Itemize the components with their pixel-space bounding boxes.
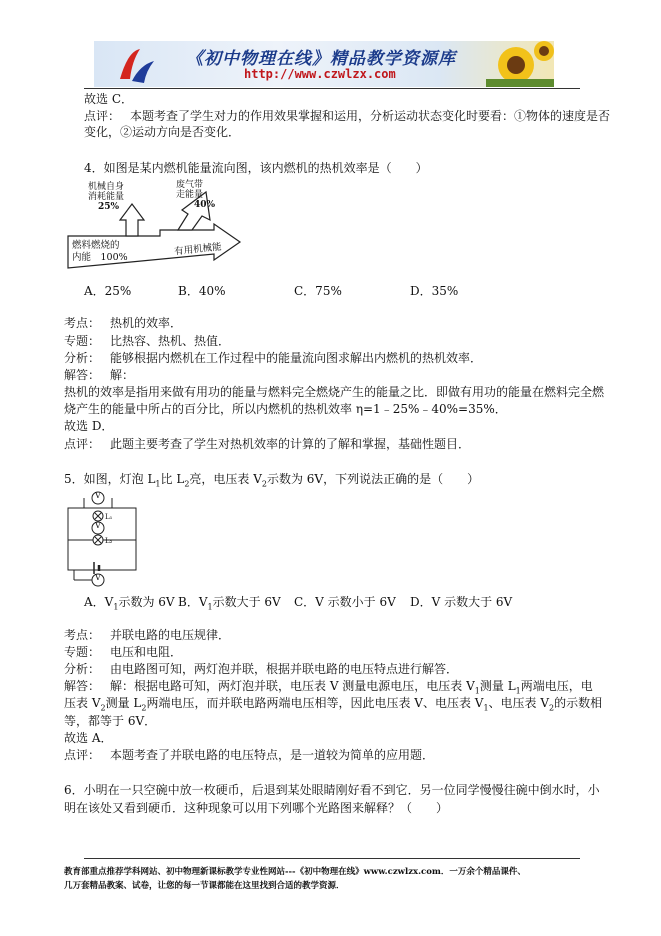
q5-answer: 故选 A． <box>64 731 113 745</box>
lamp-l2: L₂ <box>105 537 113 545</box>
q5-zhuanti: 专题： 电压和电阻． <box>64 645 183 659</box>
q4-jieda: 解答： 解： <box>64 368 135 382</box>
q4-answer: 故选 D． <box>64 419 114 433</box>
q3-answer: 故选 C． <box>84 92 133 106</box>
voltmeter-v: V <box>95 573 101 582</box>
footer-line-1: 教育部重点推荐学科网站、初中物理新课标教学专业性网站---《初中物理在线》www.czwlzx.com．一万余个精品课件、 <box>64 867 526 877</box>
q5-stem: 5．如图，灯泡 $L_1$比 $L_2$亮，电压表 $V_2$示数为 6V，下列说法正确的是（ ） <box>64 472 480 489</box>
q5-solution-2: 压表 $V_2$测量 $L_2$两端电压，而并联电路两端电压相等，因此电压表 V、电压表 $V_1$、电压表 $V_2$的示数相 <box>64 696 603 713</box>
q4-fenxi: 分析： 能够根据内燃机在工作过程中的能量流向图求解出内燃机的热机效率． <box>64 351 483 365</box>
q3-comment-1: 本题考查了学生对力的作用效果掌握和运用，分析运动状态变化时要看：①物体的速度是否 <box>130 109 611 123</box>
q6-line-2: 明在该处又看到硬币．这种现象可以用下列哪个光路图来解释？（ ） <box>64 801 449 815</box>
q5-solution-1: 解答： 解：根据电路可知，两灯泡并联，电压表 V 测量电源电压，电压表 $V_1$测量 $L_1$两端电压，电 <box>64 679 593 696</box>
circuit-diagram <box>64 488 144 588</box>
comment-tag: 点评： <box>84 109 121 123</box>
q6-line-1: 6．小明在一只空碗中放一枚硬币，后退到某处眼睛刚好看不到它．另一位同学慢慢往碗中倒水时，小 <box>64 783 600 797</box>
q4-comment: 点评： 此题主要考查了学生对热机效率的计算的了解和掌握，基础性题目． <box>64 437 471 451</box>
voltmeter-v1: V <box>95 491 101 500</box>
energy-flow-diagram <box>64 178 254 270</box>
voltmeter-v2: V <box>95 521 101 530</box>
q5-comment: 点评： 本题考查了并联电路的电压特点，是一道较为简单的应用题． <box>64 748 435 762</box>
q4-option-b[interactable]: B．40% <box>178 284 226 298</box>
q5-option-b[interactable]: B．$V_1$示数大于 6V <box>178 595 281 612</box>
q5-option-d[interactable]: D．V 示数大于 6V <box>410 595 513 609</box>
q5-option-a[interactable]: A．$V_1$示数为 6V <box>84 595 175 612</box>
self-loss-label: 机械自身 消耗能量 25% <box>88 182 125 212</box>
fuel-energy-label: 燃料燃烧的 内能 100% <box>72 240 128 263</box>
q5-solution-3: 等，都等于 6V． <box>64 714 157 728</box>
header-banner <box>94 41 554 87</box>
q4-solution-1: 热机的效率是指用来做有用功的能量与燃料完全燃烧产生的能量之比．即做有用功的能量在燃料完全燃 <box>64 385 605 399</box>
q5-option-c[interactable]: C．V 示数小于 6V <box>294 595 396 609</box>
lamp-l1: L₁ <box>105 513 113 521</box>
q4-zhuanti: 专题： 比热容、热机、热值． <box>64 334 231 348</box>
banner-url[interactable]: http://www.czwlzx.com <box>244 67 396 81</box>
q4-stem: 4．如图是某内燃机能量流向图，该内燃机的热机效率是（ ） <box>84 161 428 175</box>
header-rule <box>84 88 580 89</box>
exhaust-loss-label: 废气带 走能量 40% <box>176 180 216 210</box>
q4-option-a[interactable]: A．25% <box>84 284 132 298</box>
q4-option-c[interactable]: C．75% <box>294 284 342 298</box>
footer-rule <box>84 858 580 859</box>
banner-title: 《初中物理在线》精品教学资源库 <box>186 49 456 69</box>
q5-kaodian: 考点： 并联电路的电压规律． <box>64 628 231 642</box>
q4-option-d[interactable]: D．35% <box>410 284 459 298</box>
circuit-wiring <box>64 488 144 588</box>
q5-fenxi: 分析： 由电路图可知，两灯泡并联，根据并联电路的电压特点进行解答． <box>64 662 459 676</box>
useful-energy-label: 有用机械能 <box>173 241 223 258</box>
q4-kaodian: 考点： 热机的效率． <box>64 316 183 330</box>
q4-solution-2: 烧产生的能量中所占的百分比，所以内燃机的热机效率 η=1﹣25%﹣40%=35%． <box>64 402 507 416</box>
sunflower-icon <box>486 41 554 87</box>
q3-comment-2: 变化，②运动方向是否变化． <box>84 125 241 139</box>
logo-icon <box>114 45 158 85</box>
footer-line-2: 几万套精品教案、试卷，让您的每一节课都能在这里找到合适的教学资源． <box>64 881 345 891</box>
q3-comment <box>84 108 610 124</box>
